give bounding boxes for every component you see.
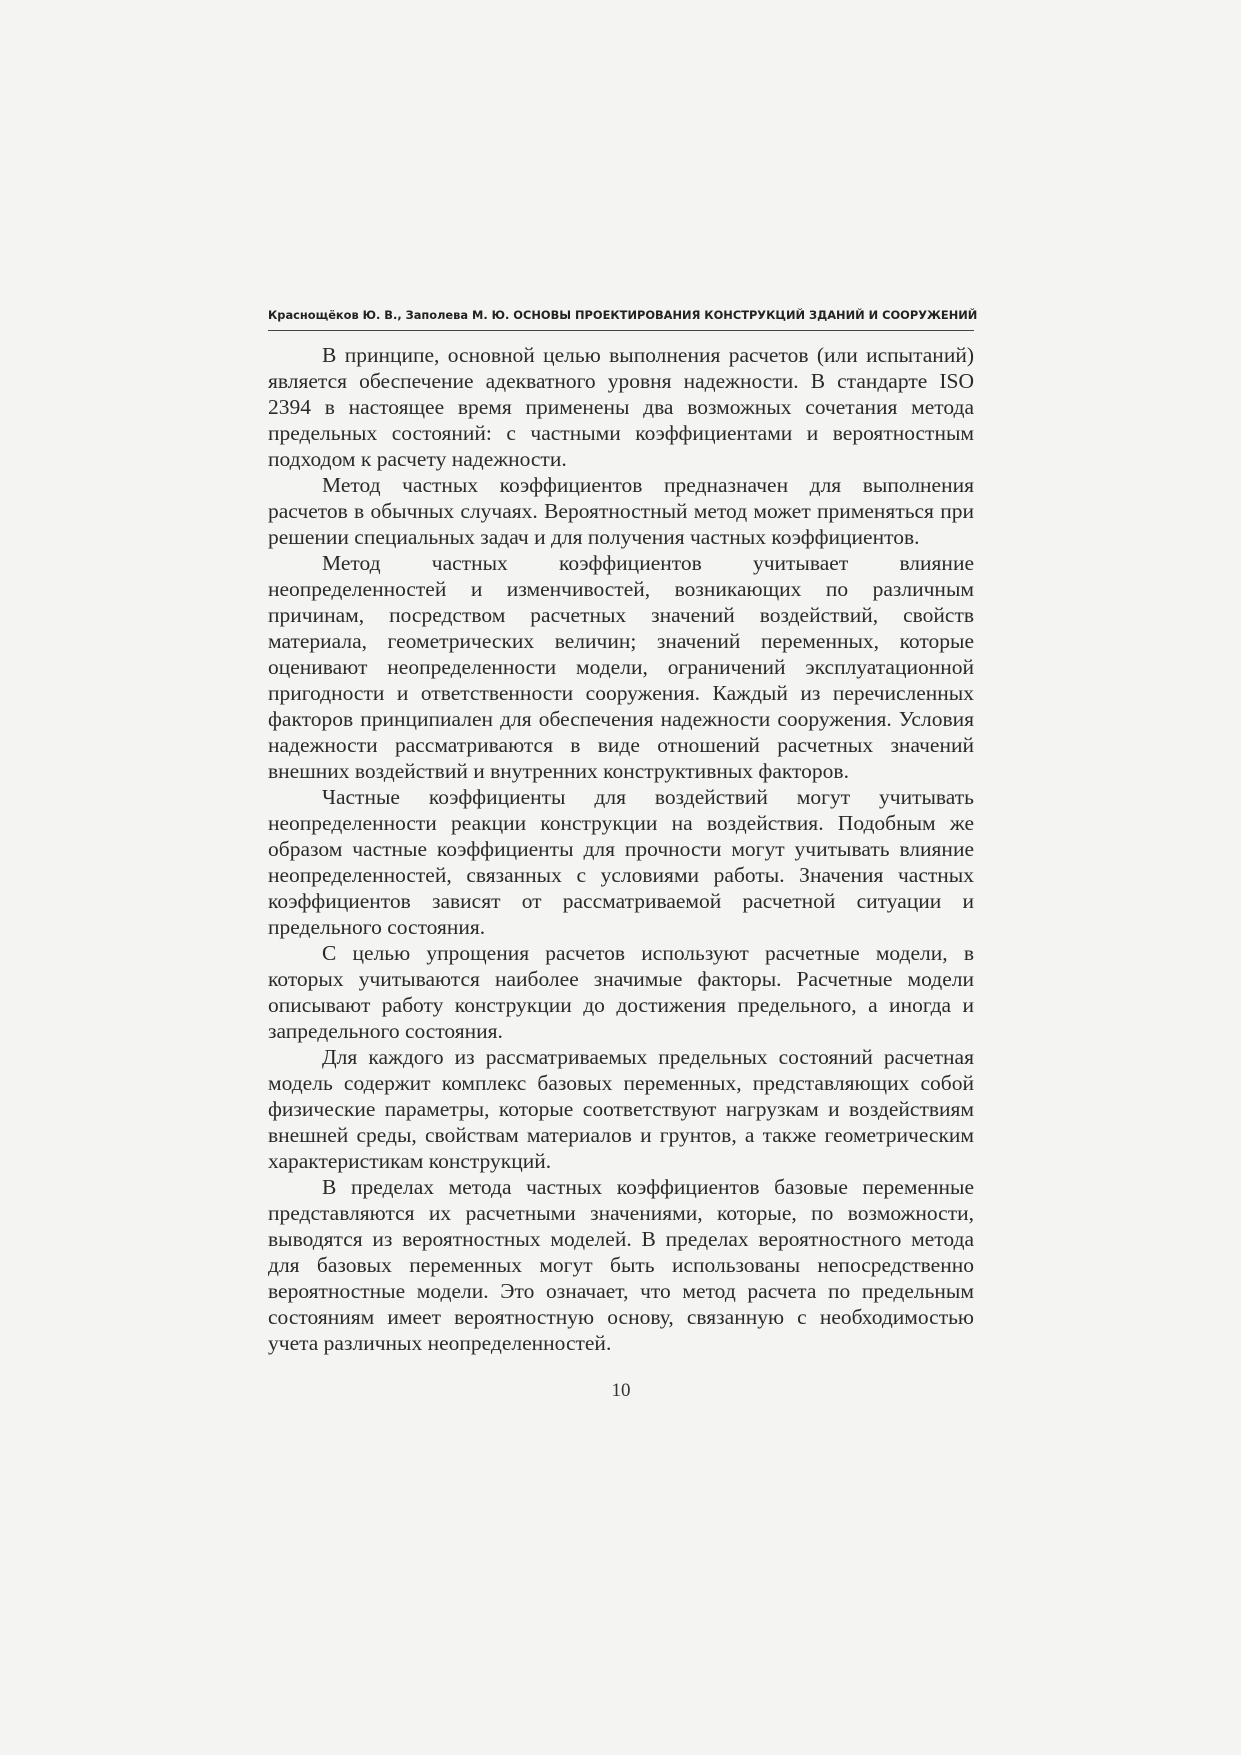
running-header: Краснощёков Ю. В., Заполева М. Ю. ОСНОВЫ ПРОЕКТИРОВАНИЯ КОНСТРУКЦИЙ ЗДАНИЙ И СООРУЖЕНИЙ [268, 308, 978, 322]
paragraph: Частные коэффициенты для воздействий могут учитывать неопределенности реакции конструкции на воздействия. Подобным же образом частные коэффициенты для прочности могут учитывать влияние неопределенностей, связанных с условиями работы. Значения частных коэффициентов зависят от рассматриваемой расчетной ситуации и предельного состояния. [268, 785, 974, 939]
page-number: 10 [611, 1380, 631, 1401]
paragraph: С целью упрощения расчетов используют расчетные модели, в которых учитываются наиболее значимые факторы. Расчетные модели описывают работу конструкции до достижения предельного, а иногда и запредельного состояния. [268, 941, 974, 1043]
paragraph: Для каждого из рассматриваемых предельных состояний расчетная модель содержит комплекс базовых переменных, представляющих собой физические параметры, которые соответствуют нагрузкам и воздействиям внешней среды, свойствам материалов и грунтов, а также геометрическим характеристикам конструкций. [268, 1045, 974, 1173]
paragraph: В принципе, основной целью выполнения расчетов (или испытаний) является обеспечение адекватного уровня надежности. В стандарте ISO 2394 в настоящее время применены два возможных сочетания метода предельных состояний: с частными коэффициентами и вероятностным подходом к расчету надежности. [268, 343, 974, 471]
paragraph: Метод частных коэффициентов учитывает влияние неопределенностей и изменчивостей, возникающих по различным причинам, посредством расчетных значений воздействий, свойств материала, геометрических величин; значений переменных, которые оценивают неопределенности модели, ограничений эксплуатационной пригодности и ответственности сооружения. Каждый из перечисленных факторов принципиален для обеспечения надежности сооружения. Условия надежности рассматриваются в виде отношений расчетных значений внешних воздействий и внутренних конструктивных факторов. [268, 551, 974, 783]
paragraph: Метод частных коэффициентов предназначен для выполнения расчетов в обычных случаях. Вероятностный метод может применяться при решении специальных задач и для получения частных коэффициентов. [268, 473, 974, 549]
paragraph: В пределах метода частных коэффициентов базовые переменные представляются их расчетными значениями, которые, по возможности, выводятся из вероятностных моделей. В пределах вероятностного метода для базовых переменных могут быть использованы непосредственно вероятностные модели. Это означает, что метод расчета по предельным состояниям имеет вероятностную основу, связанную с необходимостью учета различных неопределенностей. [268, 1175, 974, 1355]
header-divider [268, 330, 974, 331]
body-text [268, 342, 974, 1356]
